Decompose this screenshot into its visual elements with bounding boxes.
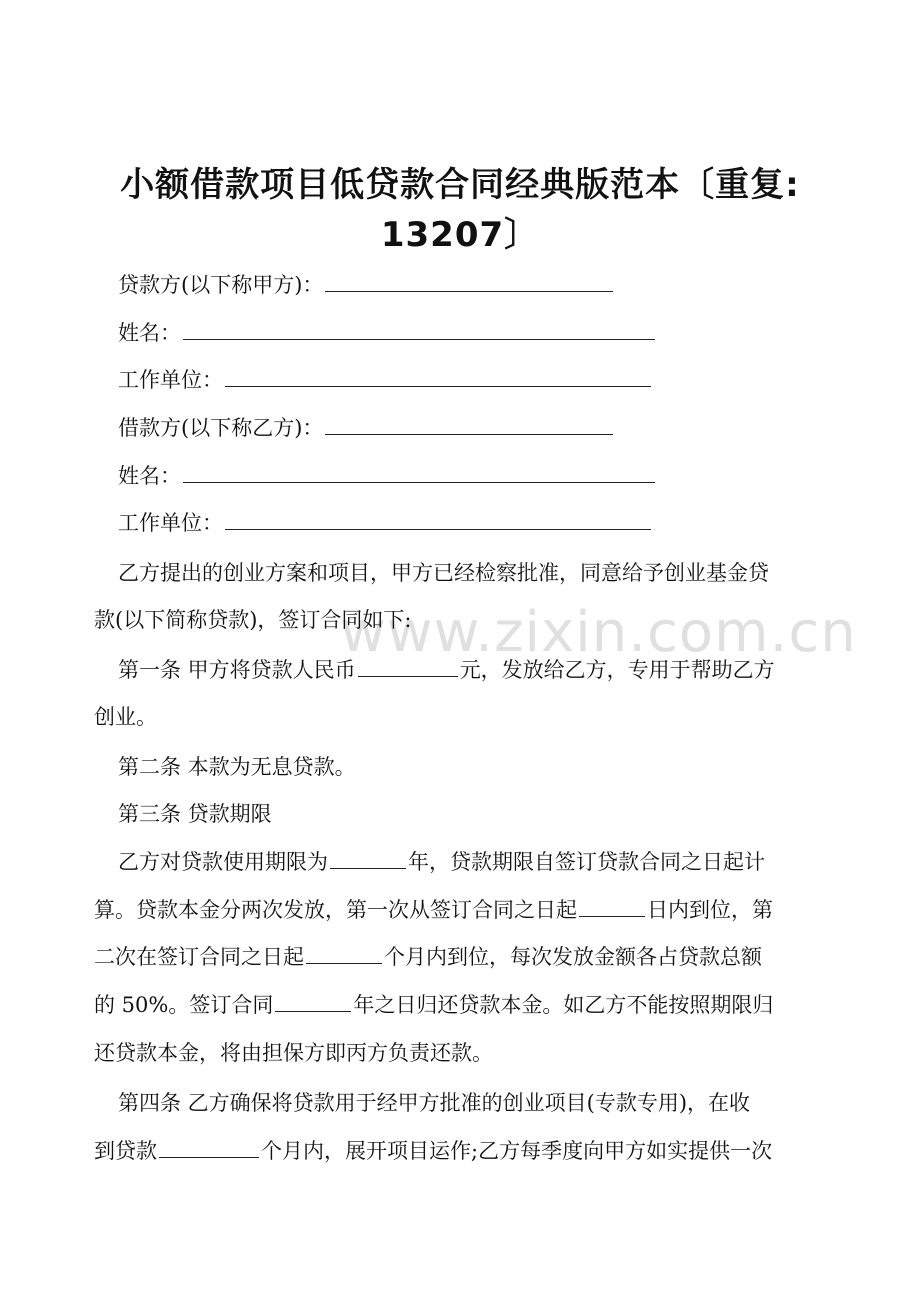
article-1-text-b: 元，发放给乙方，专用于帮助乙方	[459, 658, 775, 682]
title-line-2: 13207〕	[380, 215, 540, 255]
lender-blank	[325, 271, 613, 292]
lender-name-label: 姓名：	[118, 321, 181, 345]
lender-name-blank	[183, 319, 655, 340]
article-4-text-2a: 到贷款	[94, 1139, 157, 1163]
borrower-unit-label: 工作单位：	[118, 511, 223, 535]
article-2: 第二条 本款为无息贷款。	[118, 755, 356, 779]
article-3-text-3a: 二次在签订合同之日起	[94, 945, 304, 969]
watermark: www.zixin.com.cn	[340, 600, 857, 665]
article-3-text-1a: 乙方对贷款使用期限为	[118, 850, 328, 874]
lender-line	[94, 262, 858, 308]
lender-name-line	[94, 310, 858, 356]
lender-unit-line	[94, 357, 858, 403]
article-3-line-1	[94, 839, 858, 885]
article-3-title: 第三条 贷款期限	[118, 802, 272, 826]
article-3-text-2a: 算。贷款本金分两次发放，第一次从签订合同之日起	[94, 898, 577, 922]
borrower-label: 借款方(以下称乙方)：	[118, 416, 324, 440]
lender-label: 贷款方(以下称甲方)：	[118, 273, 324, 297]
article-3-line-5: 还贷款本金，将由担保方即丙方负责还款。	[94, 1041, 493, 1065]
borrower-name-label: 姓名：	[118, 464, 181, 488]
article-1-text-a: 第一条 甲方将贷款人民币	[118, 658, 356, 682]
article-4-line-1: 第四条 乙方确保将贷款用于经甲方批准的创业项目(专款专用)，在收	[118, 1091, 751, 1115]
article-4-line-2	[94, 1128, 834, 1174]
borrower-line	[94, 405, 858, 451]
borrower-unit-line	[94, 500, 858, 546]
article-3-line-2	[94, 887, 834, 933]
lender-unit-blank	[225, 366, 651, 387]
article-4-text-2b: 个月内，展开项目运作;乙方每季度向甲方如实提供一次	[261, 1139, 773, 1163]
article-3-line-4	[94, 982, 834, 1028]
borrower-name-line	[94, 453, 858, 499]
borrower-blank	[325, 414, 613, 435]
borrower-unit-blank	[225, 509, 651, 530]
article-1-line-2: 创业。	[94, 705, 157, 729]
article-3-text-4b: 年之日归还贷款本金。如乙方不能按照期限归	[353, 993, 774, 1017]
article-3-text-3b: 个月内到位，每次发放金额各占贷款总额	[384, 945, 762, 969]
intro-line-2: 款(以下简称贷款)，签订合同如下:	[94, 608, 412, 632]
article-3-line-3	[94, 934, 834, 980]
title-line-1: 小额借款项目低贷款合同经典版范本〔重复:	[120, 165, 800, 205]
intro-line-1: 乙方提出的创业方案和项目，甲方已经检察批准，同意给予创业基金贷	[118, 561, 769, 585]
second-disbursement-blank	[306, 943, 382, 964]
article-1-line-1	[94, 647, 858, 693]
repayment-years-blank	[275, 991, 351, 1012]
loan-amount-blank	[358, 656, 458, 677]
borrower-name-blank	[183, 462, 655, 483]
article-3-text-1b: 年，贷款期限自签订贷款合同之日起计	[408, 850, 765, 874]
project-start-blank	[159, 1137, 259, 1158]
article-3-text-2b: 日内到位，第	[647, 898, 773, 922]
lender-unit-label: 工作单位：	[118, 368, 223, 392]
document-title	[60, 160, 860, 260]
loan-term-blank	[330, 848, 406, 869]
first-disbursement-blank	[579, 896, 645, 917]
article-3-text-4a: 的 50%。签订合同	[94, 993, 274, 1017]
